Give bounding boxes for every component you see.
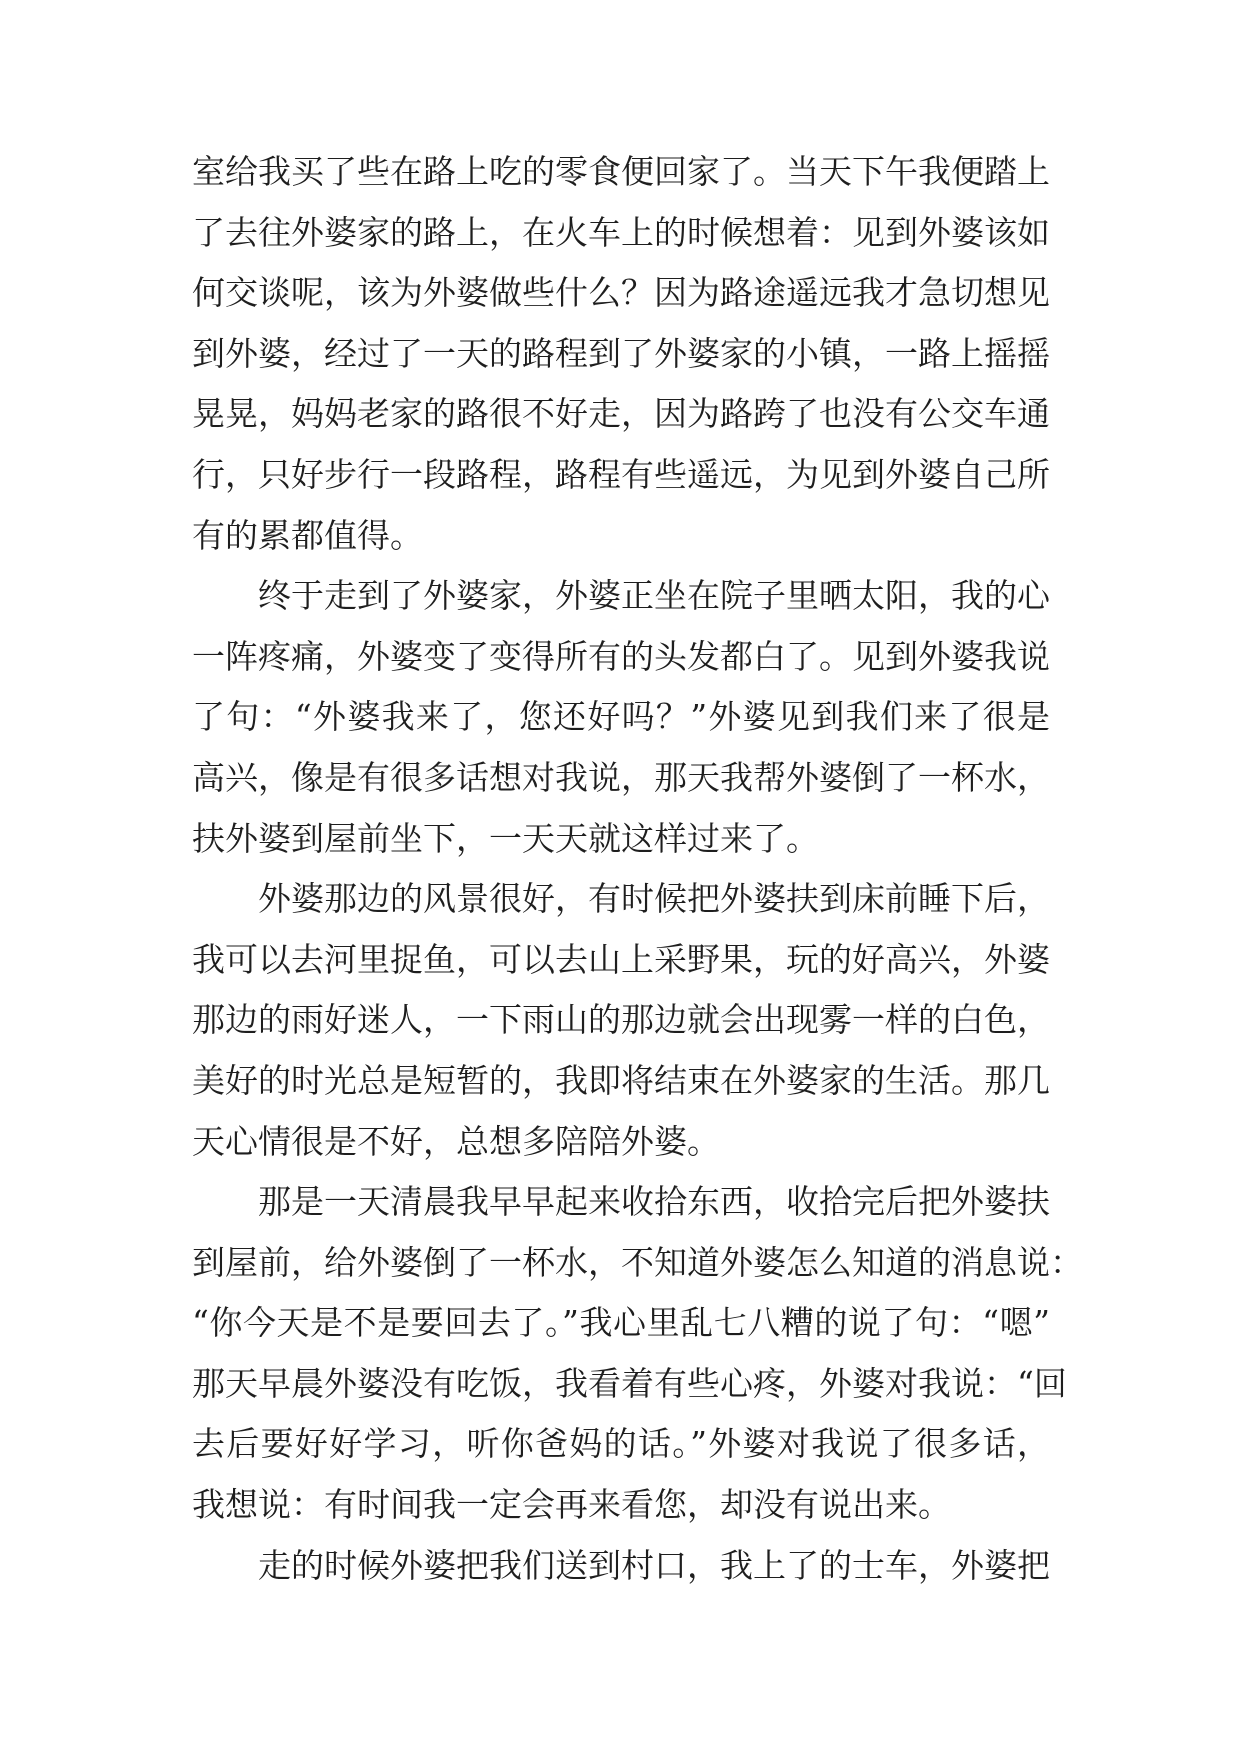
text-line: 一阵疼痛，外婆变了变得所有的头发都白了。见到外婆我说 bbox=[192, 636, 1050, 676]
text-line: 到外婆，经过了一天的路程到了外婆家的小镇，一路上摇摇 bbox=[192, 333, 1050, 373]
text-line: 行，只好步行一段路程，路程有些遥远，为见到外婆自己所 bbox=[192, 454, 1050, 494]
paragraph-first-line: 外婆那边的风景很好，有时候把外婆扶到床前睡下后， bbox=[258, 879, 1050, 919]
text-line: 我想说：有时间我一定会再来看您，却没有说出来。 bbox=[192, 1485, 951, 1525]
paragraph-first-line: 那是一天清晨我早早起来收拾东西，收拾完后把外婆扶 bbox=[258, 1182, 1050, 1222]
essay-body bbox=[192, 142, 1083, 1596]
text-line: 那边的雨好迷人，一下雨山的那边就会出现雾一样的白色， bbox=[192, 1000, 1050, 1040]
text-line: 高兴，像是有很多话想对我说，那天我帮外婆倒了一杯水， bbox=[192, 757, 1050, 797]
text-line: 那天早晨外婆没有吃饭，我看着有些心疼，外婆对我说：“回 bbox=[192, 1363, 1067, 1403]
text-line: 何交谈呢，该为外婆做些什么？因为路途遥远我才急切想见 bbox=[192, 273, 1050, 313]
text-line: 天心情很是不好，总想多陪陪外婆。 bbox=[192, 1121, 720, 1161]
paragraph-first-line: 终于走到了外婆家，外婆正坐在院子里晒太阳，我的心 bbox=[258, 576, 1050, 616]
text-line: 去后要好好学习，听你爸妈的话。”外婆对我说了很多话， bbox=[192, 1424, 1050, 1464]
text-line: 了句：“外婆我来了，您还好吗？”外婆见到我们来了很是 bbox=[192, 697, 1050, 737]
text-line: 了去往外婆家的路上，在火车上的时候想着：见到外婆该如 bbox=[192, 212, 1050, 252]
text-line: 晃晃，妈妈老家的路很不好走，因为路跨了也没有公交车通 bbox=[192, 394, 1050, 434]
text-line: 室给我买了些在路上吃的零食便回家了。当天下午我便踏上 bbox=[192, 152, 1050, 191]
text-line: 有的累都值得。 bbox=[192, 515, 423, 555]
paragraph-first-line: 走的时候外婆把我们送到村口，我上了的士车，外婆把 bbox=[258, 1545, 1050, 1585]
text-line: 到屋前，给外婆倒了一杯水，不知道外婆怎么知道的消息说： bbox=[192, 1242, 1083, 1282]
text-line: 美好的时光总是短暂的，我即将结束在外婆家的生活。那几 bbox=[192, 1060, 1050, 1100]
text-line: “你今天是不是要回去了。”我心里乱七八糟的说了句：“嗯” bbox=[192, 1303, 1050, 1343]
text-line: 扶外婆到屋前坐下，一天天就这样过来了。 bbox=[192, 818, 819, 858]
text-line: 我可以去河里捉鱼，可以去山上采野果，玩的好高兴，外婆 bbox=[192, 939, 1050, 979]
